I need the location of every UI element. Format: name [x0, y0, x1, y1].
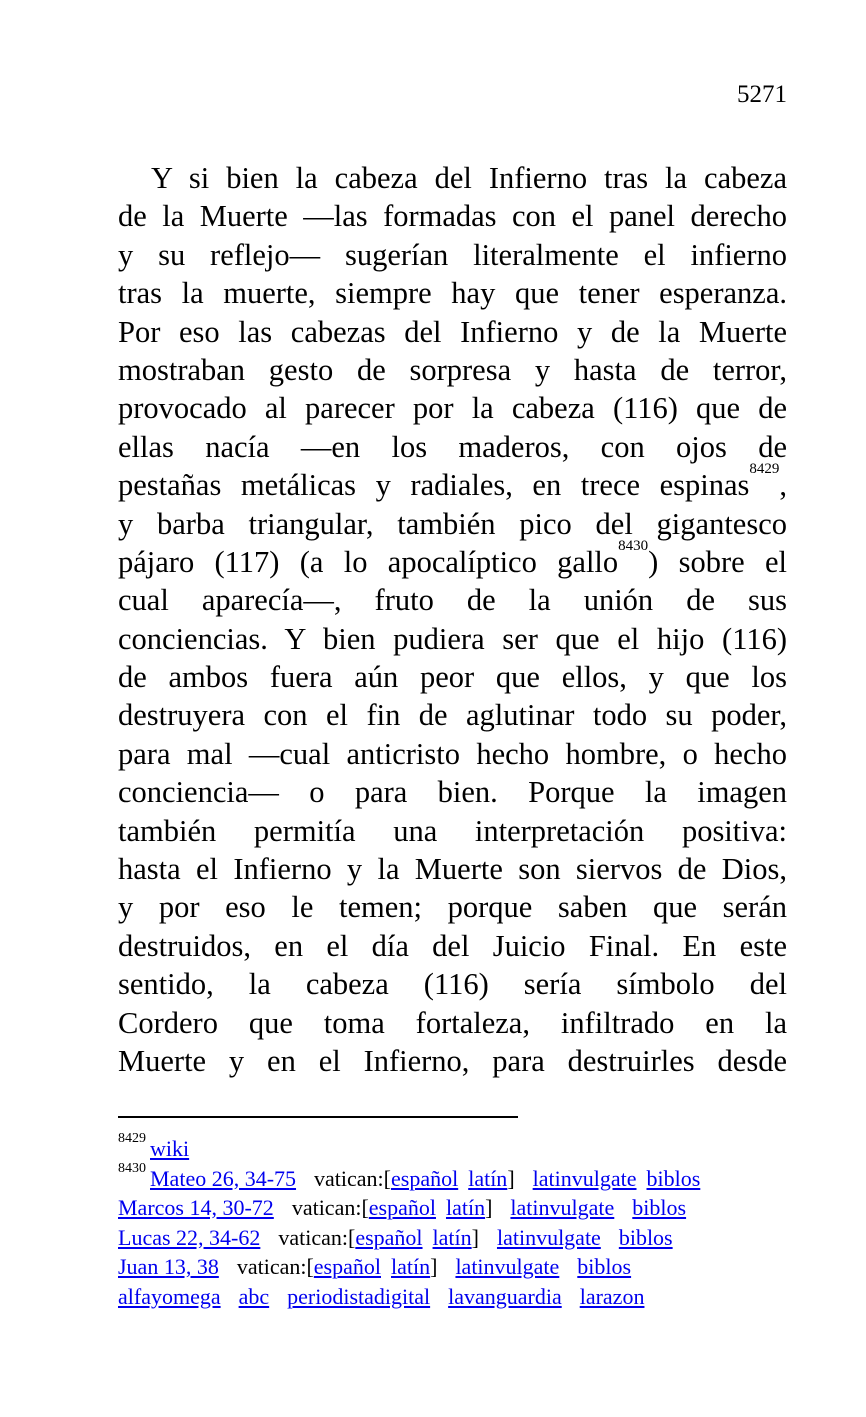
espanol-link[interactable]: español [313, 1254, 381, 1279]
periodistadigital-link[interactable]: periodistadigital [287, 1283, 431, 1309]
body-line: conciencia― o para bien. Porque la imagen [118, 775, 787, 810]
footnote-8430-row [118, 1252, 798, 1282]
latinvulgate-link[interactable]: latinvulgate [532, 1165, 637, 1191]
footnote-ref-8430[interactable]: 8430 [618, 537, 649, 554]
biblos-link[interactable]: biblos [618, 1224, 673, 1250]
bracket-close: ] [485, 1195, 493, 1220]
latin-link[interactable]: latín [391, 1254, 431, 1279]
body-line: para mal ―cual anticristo hecho hombre, o hecho [118, 736, 787, 771]
body-line: conciencias. Y bien pudiera ser que el hijo (116) [118, 621, 787, 656]
body-line: hasta el Infierno y la Muerte son siervos de Dios, [118, 852, 787, 887]
body-line: Muerte y en el Infierno, para destruirles desde [118, 1043, 787, 1078]
body-line: también permitía una interpretación positiva: [118, 813, 787, 848]
alfayomega-link[interactable]: alfayomega [118, 1283, 221, 1309]
biblos-link[interactable]: biblos [646, 1165, 701, 1191]
body-line: de la Muerte ―las formadas con el panel derecho [118, 199, 787, 234]
ref-link[interactable]: Juan 13, 38 [118, 1254, 219, 1279]
body-line: destruidos, en el día del Juicio Final. En este [118, 928, 787, 963]
page-number: 5271 [737, 81, 787, 108]
ref-link[interactable]: Lucas 22, 34-62 [118, 1224, 261, 1250]
body-line [118, 461, 787, 504]
body-line-text: pestañas metálicas y radiales, en trece espinas [118, 468, 750, 503]
body-line: destruyera con el fin de aglutinar todo su poder, [118, 698, 787, 733]
latinvulgate-link[interactable]: latinvulgate [496, 1224, 601, 1250]
footnote-8429 [118, 1131, 798, 1164]
body-line: tras la muerte, siempre hay que tener esperanza. [118, 276, 787, 311]
latinvulgate-link[interactable]: latinvulgate [455, 1254, 560, 1279]
footnote-number: 8430 [118, 1160, 146, 1176]
espanol-link[interactable]: español [391, 1165, 459, 1191]
latin-link[interactable]: latín [468, 1165, 508, 1191]
body-line: ellas nacía ―en los maderos, con ojos de [118, 429, 787, 464]
vatican-label: vatican:[ [236, 1254, 314, 1279]
espanol-link[interactable]: español [355, 1224, 423, 1250]
body-line-tail: , [779, 468, 787, 503]
footnote-number: 8429 [118, 1131, 146, 1146]
body-line: y barba triangular, también pico del gigantesco [118, 506, 787, 541]
footnote-8430-row [118, 1282, 798, 1312]
ref-link[interactable]: Mateo 26, 34-75 [150, 1165, 297, 1191]
ref-link[interactable]: Marcos 14, 30-72 [118, 1195, 274, 1220]
body-line: y su reflejo― sugerían literalmente el infierno [118, 237, 787, 272]
larazon-link[interactable]: larazon [579, 1283, 645, 1309]
latin-link[interactable]: latín [432, 1224, 472, 1250]
vatican-label: vatican:[ [291, 1195, 369, 1220]
latin-link[interactable]: latín [445, 1195, 486, 1220]
body-line: de ambos fuera aún peor que ellos, y que los [118, 660, 787, 695]
body-line-tail: ) sobre el [648, 544, 787, 579]
body-line: cual aparecía―, fruto de la unión de sus [118, 583, 787, 618]
abc-link[interactable]: abc [238, 1283, 270, 1309]
bracket-close: ] [507, 1165, 515, 1191]
footnote-separator [118, 1116, 518, 1118]
body-line: y por eso le temen; porque saben que serán [118, 890, 787, 925]
wiki-link[interactable]: wiki [150, 1136, 190, 1161]
body-line: mostraban gesto de sorpresa y hasta de terror, [118, 352, 787, 387]
vatican-label: vatican:[ [278, 1224, 356, 1250]
espanol-link[interactable]: español [368, 1195, 436, 1220]
footnote-8430-row [118, 1193, 798, 1223]
body-line: sentido, la cabeza (116) sería símbolo del [118, 967, 787, 1002]
biblos-link[interactable]: biblos [577, 1254, 632, 1279]
footnote-8430-row [118, 1160, 798, 1194]
bracket-close: ] [430, 1254, 438, 1279]
footnote-8430-row [118, 1223, 798, 1253]
footnotes [118, 1131, 798, 1311]
body-paragraph [118, 159, 787, 1080]
body-line-text: pájaro (117) (a lo apocalíptico gallo [118, 544, 619, 579]
body-line: Y si bien la cabeza del Infierno tras la cabeza [151, 161, 787, 195]
lavanguardia-link[interactable]: lavanguardia [448, 1283, 562, 1309]
body-line: Por eso las cabezas del Infierno y de la Muerte [118, 314, 787, 349]
bracket-close: ] [471, 1224, 479, 1250]
footnote-ref-8429[interactable]: 8429 [749, 461, 780, 478]
body-line: Cordero que toma fortaleza, infiltrado en la [118, 1005, 787, 1040]
body-line: provocado al parecer por la cabeza (116) que de [118, 391, 787, 426]
body-line [118, 537, 787, 581]
latinvulgate-link[interactable]: latinvulgate [510, 1195, 615, 1220]
vatican-label: vatican:[ [314, 1165, 391, 1191]
biblos-link[interactable]: biblos [632, 1195, 687, 1220]
